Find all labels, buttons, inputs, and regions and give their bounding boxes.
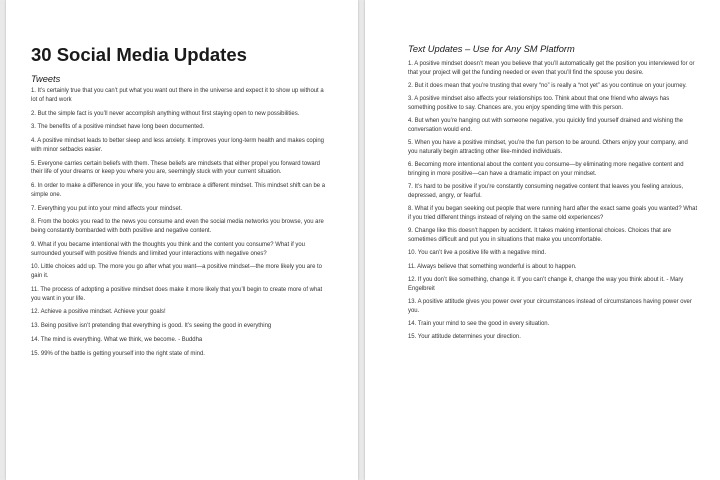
list-item: 6. Becoming more intentional about the content you consume—by eliminating more negative content and bringing in more positive—can have a dramatic impact on your mindset.: [408, 162, 684, 177]
list-item: 14. Train your mind to see the good in every situation.: [408, 320, 550, 327]
list-item: 3. The benefits of a positive mindset have long been documented.: [31, 124, 205, 131]
list-item: 10. Little choices add up. The more you go after what you want—a positive mindset—the more likely you are to gain it.: [31, 264, 322, 280]
list-item: 7. Everything you put into your mind affects your mindset.: [31, 205, 183, 212]
document-page-left: [6, 0, 358, 480]
list-item: 9. Change like this doesn’t happen by accident. It takes making intentional choices. Choices that are sometimes difficult and put you in situations that make you uncomfortable.: [408, 228, 672, 243]
list-item: 8. What if you began seeking out people that were running hard after the exact same goals you wanted? What if you tried different things instead of relying on the same old experiences?: [408, 206, 698, 221]
document-page-right: [365, 0, 720, 480]
list-item: 13. A positive attitude gives you power over your circumstances instead of circumstances having power over you.: [408, 298, 692, 314]
list-item: 5. When you have a positive mindset, you’re the fun person to be around. Others enjoy your company, and you naturally begin attracting other like-minded individuals.: [408, 140, 688, 155]
list-item: 15. Your attitude determines your direction.: [408, 334, 521, 341]
list-item: 10. You can’t live a positive life with a negative mind.: [408, 250, 546, 257]
list-item: 9. What if you became intentional with the thoughts you think and the content you consume? What if you surrounded yourself with positive friends and limited your interactions with negative ones?: [31, 241, 305, 257]
list-item: 12. If you don’t like something, change it. If you can’t change it, change the way you think about it. - Mary Engelbreit: [408, 276, 684, 292]
list-item: 4. But when you’re hanging out with someone negative, you quickly find yourself drained and wishing the conversation would end.: [408, 118, 683, 133]
section-heading-text-updates: Text Updates – Use for Any SM Platform: [408, 44, 575, 54]
list-item: 11. The process of adopting a positive mindset does make it more likely that you’ll begin to create more of what you want in your life.: [31, 286, 323, 302]
list-item: 15. 99% of the battle is getting yourself into the right state of mind.: [31, 350, 205, 357]
list-item: 5. Everyone carries certain beliefs with them. These beliefs are mindsets that either propel you forward toward their life of your dreams or keep you where you are, seemingly stuck with your current situation.: [31, 160, 320, 176]
document-title: 30 Social Media Updates: [31, 44, 247, 65]
list-item: 8. From the books you read to the news you consume and even the social media networks you browse, you are being constantly bombarded with both positive and negative content.: [31, 219, 324, 235]
list-item: 2. But the simple fact is you’ll never accomplish anything without first staying open to new possibilities.: [31, 110, 300, 117]
list-item: 14. The mind is everything. What we think, we become. - Buddha: [31, 336, 203, 343]
text-update-list: [408, 60, 698, 346]
list-item: 11. Always believe that something wonderful is about to happen.: [408, 263, 577, 270]
list-item: 13. Being positive isn’t pretending that everything is good. It’s seeing the good in everything: [31, 323, 272, 330]
list-item: 2. But it does mean that you’re trusting that every “no” is really a “not yet” as you continue on your journey.: [408, 83, 687, 89]
list-item: 4. A positive mindset leads to better sleep and less anxiety. It improves your long-term health and makes coping with minor setbacks easier.: [31, 138, 324, 153]
list-item: 6. In order to make a difference in your life, you have to embrace a different mindset. This mindset shift can be a simple one.: [31, 183, 326, 198]
list-item: 1. It’s certainly true that you can’t put what you want out there in the universe and expect it to show up without a lot of hard work: [31, 88, 324, 103]
section-heading-tweets: Tweets: [31, 74, 61, 84]
list-item: 7. It’s hard to be positive if you’re constantly consuming negative content that leaves you feeling anxious, depressed, angry, or fearful.: [408, 184, 684, 199]
tweet-list: [31, 87, 329, 364]
list-item: 3. A positive mindset also affects your relationships too. Think about that one friend who always has something positive to say. Chances are, you enjoy spending time with this person.: [408, 96, 670, 111]
list-item: 1. A positive mindset doesn’t mean you believe that you’ll automatically get the position you interviewed for or that your project will get the funding needed or even that you’ll find the spouse you desire.: [408, 61, 695, 76]
list-item: 12. Achieve a positive mindset. Achieve your goals!: [31, 309, 166, 316]
